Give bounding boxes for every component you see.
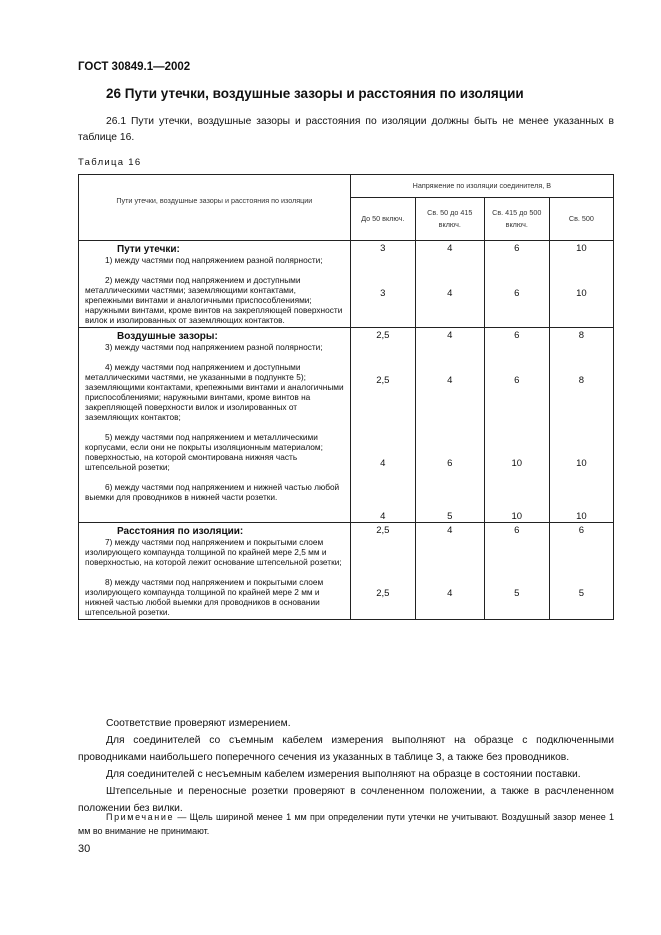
document-header: ГОСТ 30849.1—2002	[78, 61, 191, 73]
paragraph: Штепсельные и переносные розетки проверяют в сочлененном положении, а также в расчлененном положении без вилки.	[78, 786, 614, 814]
page-number: 30	[78, 843, 91, 855]
body-text	[78, 715, 614, 817]
value: 4	[380, 511, 386, 522]
item-text: 7) между частями под напряжением и покрытыми слоем изолирующего компаунда толщиной по крайней мере 2,5 мм и поверхностью, на которой лежит основание штепсельной розетки;	[85, 537, 342, 567]
note	[78, 810, 614, 838]
group-title: Пути утечки:	[117, 244, 180, 255]
paragraph: Для соединителей с несъемным кабелем измерения выполняют на образце в состоянии поставки.	[106, 769, 581, 780]
value: 2,5	[376, 525, 390, 536]
value: 10	[576, 458, 587, 469]
value: 6	[514, 288, 520, 299]
value-cell	[415, 523, 484, 620]
value: 2,5	[376, 588, 390, 599]
note-label: Примечание	[106, 812, 175, 822]
value: 4	[447, 525, 453, 536]
value: 6	[514, 375, 520, 386]
group-title: Воздушные зазоры:	[117, 331, 218, 342]
table-group	[79, 523, 614, 620]
intro-paragraph: 26.1 Пути утечки, воздушные зазоры и расстояния по изоляции должны быть не менее указанных в таблице 16.	[78, 116, 614, 143]
item-text: 3) между частями под напряжением разной полярности;	[105, 342, 323, 352]
paragraph: Для соединителей со съемным кабелем измерения выполняют на образце с подключенными проводниками наибольшего поперечного сечения из указанных в таблице 3, а также без проводников.	[78, 735, 614, 763]
value: 10	[511, 511, 523, 522]
value-cell	[484, 241, 549, 328]
table-caption: Таблица 16	[78, 157, 142, 168]
value-cell	[484, 328, 549, 523]
note-text: — Щель шириной менее 1 мм при определении пути утечки не учитывают. Воздушный зазор менее 1 мм во внимание не принимают.	[78, 812, 614, 836]
value-cell	[415, 241, 484, 328]
value: 4	[447, 330, 453, 341]
value: 6	[578, 525, 585, 536]
header-group: Напряжение по изоляции соединителя, В	[350, 175, 613, 198]
value: 6	[447, 458, 453, 469]
header-main: Пути утечки, воздушные зазоры и расстояния по изоляции	[79, 175, 351, 241]
value: 3	[380, 288, 386, 299]
table-header-row	[79, 175, 614, 198]
section-title: 26 Пути утечки, воздушные зазоры и расстояния по изоляции	[106, 86, 524, 101]
value-cell	[350, 328, 415, 523]
item-text: 8) между частями под напряжением и покрытыми слоем изолирующего компаунда толщиной по крайней мере 2 мм и нижней частью любой выемки для проводников в основании штепсельной розетки.	[85, 577, 324, 617]
value-cell	[549, 328, 613, 523]
value: 10	[576, 288, 587, 299]
value-cell	[484, 523, 549, 620]
item-text: 5) между частями под напряжением и металлическими корпусами, если они не покрыты изоляционным материалом; поверхностью, на которой смонтирована нижняя часть штепсельной розетки;	[85, 432, 323, 472]
value: 2,5	[376, 375, 390, 386]
value: 10	[576, 243, 587, 254]
value: 10	[576, 511, 587, 522]
value: 5	[514, 588, 520, 599]
table-16	[78, 174, 614, 620]
value: 10	[511, 458, 523, 469]
group-cell	[79, 523, 351, 620]
value-cell	[415, 328, 484, 523]
value: 5	[447, 511, 453, 522]
group-cell	[79, 328, 351, 523]
value: 4	[447, 243, 453, 254]
value: 6	[514, 330, 520, 341]
column-header: Св. 500	[549, 198, 613, 241]
column-header: Св. 415 до 500 включ.	[484, 198, 549, 241]
value: 4	[447, 588, 453, 599]
value-cell	[549, 523, 613, 620]
value: 3	[380, 243, 386, 254]
item-text: 6) между частями под напряжением и нижней частью любой выемки для проводников в нижней части розетки.	[85, 482, 340, 502]
value: 5	[578, 588, 585, 599]
column-header: Св. 50 до 415 включ.	[415, 198, 484, 241]
column-header: До 50 включ.	[350, 198, 415, 241]
value-cell	[350, 523, 415, 620]
table-group	[79, 241, 614, 328]
value: 4	[447, 375, 453, 386]
group-cell	[79, 241, 351, 328]
value: 2,5	[376, 330, 390, 341]
paragraph: Соответствие проверяют измерением.	[106, 718, 291, 729]
item-text: 2) между частями под напряжением и доступными металлическими частями; заземляющими контактами, крепежными винтами и аналогичными приспособлениями; наружными винтами, кроме винтов на закрепляющей поверхности вилок и изолированных от заземляющих контактов.	[85, 275, 343, 325]
item-text: 4) между частями под напряжением и доступными металлическими частями, не указанными в подпункте 5); заземляющими контактами, крепежными винтами и аналогичными приспособлениями; наружными винтами, кроме винтов на закрепляющей поверхности вилок и изолированных от заземляющих контактов;	[85, 362, 344, 422]
item-text: 1) между частями под напряжением разной полярности;	[105, 255, 323, 265]
value: 4	[447, 288, 453, 299]
value: 6	[514, 525, 520, 536]
value: 8	[578, 375, 585, 386]
value-cell	[549, 241, 613, 328]
group-title: Расстояния по изоляции:	[117, 526, 244, 537]
table-group	[79, 328, 614, 523]
value-cell	[350, 241, 415, 328]
value: 8	[578, 330, 585, 341]
value: 4	[380, 458, 386, 469]
value: 6	[514, 243, 520, 254]
